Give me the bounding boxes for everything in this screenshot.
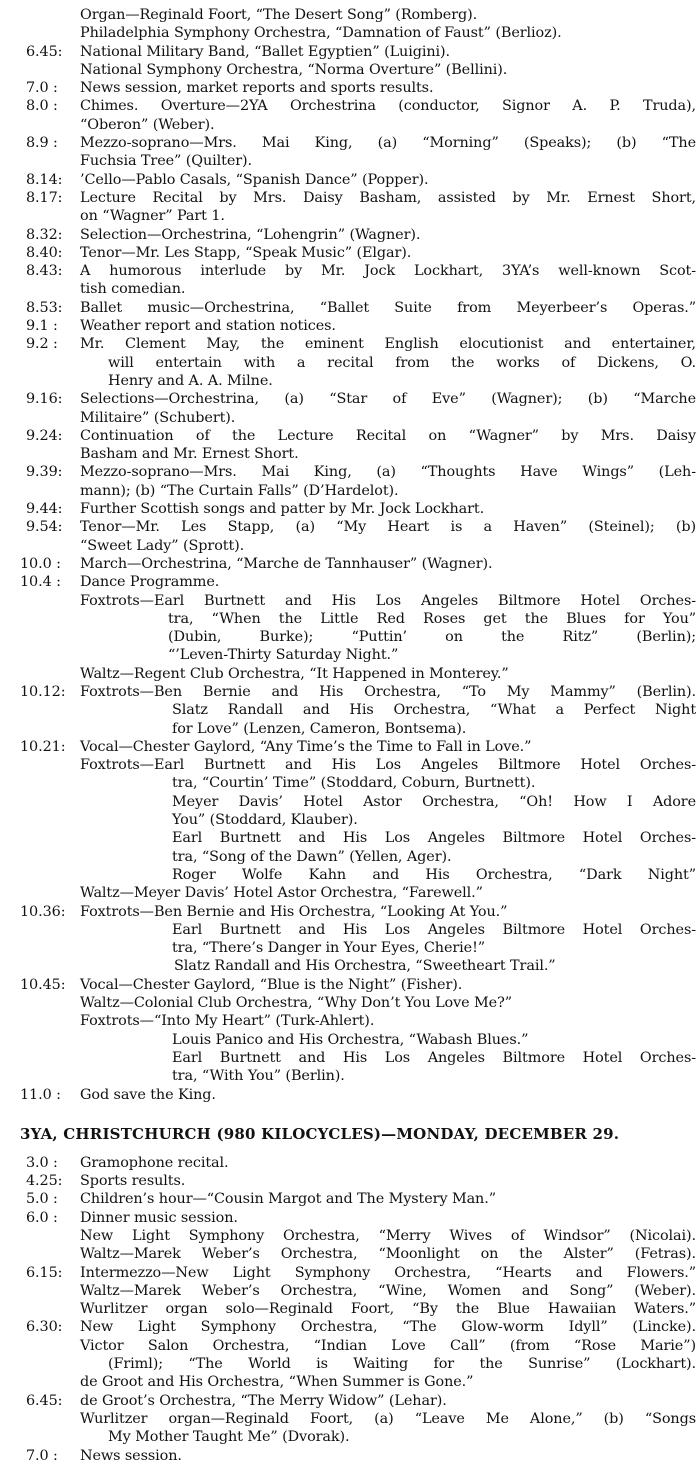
program-line bbox=[0, 6, 700, 24]
time-stamp: 10.36: bbox=[20, 903, 66, 920]
program-text: National Military Band, “Ballet Egyptien” (Luigini). bbox=[80, 43, 450, 60]
time-stamp: 8.53: bbox=[26, 299, 63, 316]
program-text: Organ—Reginald Foort, “The Desert Song” (Romberg). bbox=[80, 7, 478, 23]
program-text: tra, “Song of the Dawn” (Yellen, Ager). bbox=[172, 848, 452, 865]
program-text: Foxtrots—Ben Bernie and His Orchestra, “To My Mammy” (Berlin). bbox=[80, 683, 696, 700]
program-text: Earl Burtnett and His Los Angeles Biltmore Hotel Orches- bbox=[172, 830, 696, 847]
program-text: “Oberon” (Weber). bbox=[80, 116, 215, 133]
program-text: de Groot and His Orchestra, “When Summer is Gone.” bbox=[80, 1374, 474, 1391]
time-stamp: 10.0 : bbox=[20, 555, 61, 572]
time-stamp: 8.14: bbox=[26, 171, 63, 188]
section-gap bbox=[0, 1146, 700, 1154]
program-line bbox=[0, 829, 700, 847]
program-text: on “Wagner” Part 1. bbox=[80, 208, 225, 225]
program-line bbox=[0, 354, 700, 372]
program-text: Vocal—Chester Gaylord, “Any Time’s the Time to Fall in Love.” bbox=[80, 738, 532, 755]
program-line bbox=[0, 720, 700, 738]
program-line bbox=[0, 1031, 700, 1049]
program-line bbox=[0, 134, 700, 152]
program-line bbox=[0, 903, 700, 921]
program-text: Mr. Clement May, the eminent English elocutionist and entertainer, bbox=[80, 336, 696, 353]
program-text: for Love” (Lenzen, Cameron, Bontsema). bbox=[172, 720, 467, 737]
program-text: Waltz—Meyer Davis’ Hotel Astor Orchestra, “Farewell.” bbox=[80, 885, 483, 902]
program-text: News session, market reports and sports results. bbox=[80, 80, 434, 97]
program-line bbox=[0, 463, 700, 481]
program-text: “’Leven-Thirty Saturday Night.” bbox=[168, 647, 399, 664]
program-line bbox=[0, 482, 700, 500]
program-text: Mezzo-soprano—Mrs. Mai King, (a) “Morning” (Speaks); (b) “The bbox=[80, 135, 696, 152]
program-line bbox=[0, 1049, 700, 1067]
program-text: National Symphony Orchestra, “Norma Overture” (Bellini). bbox=[80, 61, 508, 78]
program-line bbox=[0, 1086, 700, 1104]
program-text: de Groot’s Orchestra, “The Merry Widow” (Lehar). bbox=[80, 1392, 447, 1409]
program-text: Earl Burtnett and His Los Angeles Biltmore Hotel Orches- bbox=[172, 921, 696, 938]
program-line bbox=[0, 537, 700, 555]
time-stamp: 4.25: bbox=[26, 1173, 63, 1190]
program-text: Weather report and station notices. bbox=[80, 318, 336, 335]
program-line bbox=[0, 1245, 700, 1263]
program-text: “Sweet Lady” (Sprott). bbox=[80, 537, 245, 554]
program-line bbox=[0, 299, 700, 317]
program-listing bbox=[0, 6, 700, 1465]
program-text: Waltz—Marek Weber’s Orchestra, “Moonlight on the Alster” (Fetras). bbox=[80, 1246, 696, 1263]
program-line bbox=[0, 848, 700, 866]
program-text: Roger Wolfe Kahn and His Orchestra, “Dark Night” bbox=[172, 866, 696, 883]
time-stamp: 7.0 : bbox=[26, 80, 58, 97]
program-line bbox=[0, 976, 700, 994]
program-text: Wurlitzer organ—Reginald Foort, (a) “Leave Me Alone,” (b) “Songs bbox=[80, 1410, 696, 1427]
program-text: Fuchsia Tree” (Quilter). bbox=[80, 153, 253, 170]
program-line bbox=[0, 1355, 700, 1373]
time-stamp: 9.2 : bbox=[26, 336, 58, 353]
program-line bbox=[0, 866, 700, 884]
program-line bbox=[0, 409, 700, 427]
program-line bbox=[0, 793, 700, 811]
program-text: You” (Stoddard, Klauber). bbox=[172, 812, 358, 829]
program-text: Selection—Orchestrina, “Lohengrin” (Wagner). bbox=[80, 226, 421, 243]
program-line bbox=[0, 1012, 700, 1030]
program-text: Meyer Davis’ Hotel Astor Orchestra, “Oh! How I Adore bbox=[172, 793, 696, 810]
program-text: Children’s hour—“Cousin Margot and The Mystery Man.” bbox=[80, 1191, 496, 1208]
program-text: (Friml); “The World is Waiting for the Sunrise” (Lockhart). bbox=[108, 1356, 696, 1373]
program-text: Militaire” (Schubert). bbox=[80, 409, 236, 426]
time-stamp: 8.17: bbox=[26, 189, 63, 206]
program-text: tra, “Courtin’ Time” (Stoddard, Coburn, Burtnett). bbox=[172, 775, 536, 792]
program-text: Wurlitzer organ solo—Reginald Foort, “By the Blue Hawaiian Waters.” bbox=[80, 1301, 696, 1318]
time-stamp: 6.45: bbox=[26, 1392, 63, 1409]
program-text: Lecture Recital by Mrs. Daisy Basham, assisted by Mr. Ernest Short, bbox=[80, 189, 696, 206]
time-stamp: 8.32: bbox=[26, 226, 63, 243]
time-stamp: 3.0 : bbox=[26, 1154, 58, 1171]
program-line bbox=[0, 226, 700, 244]
program-line bbox=[0, 994, 700, 1012]
section-gap bbox=[0, 1104, 700, 1122]
program-text: tish comedian. bbox=[80, 281, 186, 298]
program-text: March—Orchestrina, “Marche de Tannhauser” (Wagner). bbox=[80, 555, 493, 572]
program-line bbox=[0, 1410, 700, 1428]
program-line bbox=[0, 61, 700, 79]
program-line bbox=[0, 738, 700, 756]
program-line bbox=[0, 1190, 700, 1208]
program-text: Foxtrots—Earl Burtnett and His Los Angeles Biltmore Hotel Orches- bbox=[80, 757, 696, 774]
program-text: (Dubin, Burke); “Puttin’ on the Ritz” (Berlin); bbox=[168, 629, 696, 646]
program-text: Louis Panico and His Orchestra, “Wabash Blues.” bbox=[172, 1031, 529, 1048]
program-line bbox=[0, 683, 700, 701]
program-text: Philadelphia Symphony Orchestra, “Damnation of Faust” (Berlioz). bbox=[80, 25, 562, 42]
time-stamp: 10.4 : bbox=[20, 574, 61, 591]
time-stamp: 10.45: bbox=[20, 976, 66, 993]
program-line bbox=[0, 445, 700, 463]
program-line bbox=[0, 1337, 700, 1355]
time-stamp: 10.21: bbox=[20, 738, 66, 755]
program-line bbox=[0, 262, 700, 280]
program-text: New Light Symphony Orchestra, “The Glow-worm Idyll” (Lincke). bbox=[80, 1319, 696, 1336]
program-text: Dance Programme. bbox=[80, 574, 220, 591]
program-line bbox=[0, 280, 700, 298]
time-stamp: 8.40: bbox=[26, 244, 63, 261]
program-text: God save the King. bbox=[80, 1086, 216, 1103]
program-line bbox=[0, 171, 700, 189]
program-line bbox=[0, 939, 700, 957]
program-text: Victor Salon Orchestra, “Indian Love Call” (from “Rose Marie”) bbox=[80, 1337, 696, 1354]
program-text: Tenor—Mr. Les Stapp, “Speak Music” (Elgar). bbox=[80, 244, 412, 261]
program-line bbox=[0, 518, 700, 536]
program-text: Earl Burtnett and His Los Angeles Biltmore Hotel Orches- bbox=[172, 1049, 696, 1066]
program-line bbox=[0, 79, 700, 97]
program-text: Basham and Mr. Ernest Short. bbox=[80, 446, 299, 463]
time-stamp: 6.15: bbox=[26, 1264, 63, 1281]
program-text: Foxtrots—Earl Burtnett and His Los Angeles Biltmore Hotel Orches- bbox=[80, 592, 696, 609]
program-line bbox=[0, 1209, 700, 1227]
time-stamp: 11.0 : bbox=[20, 1086, 61, 1103]
program-text: Continuation of the Lecture Recital on “Wagner” by Mrs. Daisy bbox=[80, 427, 696, 444]
time-stamp: 9.39: bbox=[26, 464, 63, 481]
program-text: Waltz—Colonial Club Orchestra, “Why Don’t You Love Me?” bbox=[80, 995, 512, 1012]
program-line bbox=[0, 1154, 700, 1172]
program-text: New Light Symphony Orchestra, “Merry Wives of Windsor” (Nicolai). bbox=[80, 1228, 696, 1244]
program-line bbox=[0, 592, 700, 610]
station-heading: 3YA, CHRISTCHURCH (980 KILOCYCLES)—MONDAY, DECEMBER 29. bbox=[20, 1124, 620, 1143]
time-stamp: 8.0 : bbox=[26, 98, 58, 115]
program-line bbox=[0, 317, 700, 335]
program-text: Selections—Orchestrina, (a) “Star of Eve” (Wagner); (b) “Marche bbox=[80, 391, 696, 408]
time-stamp: 6.30: bbox=[26, 1319, 63, 1336]
program-line bbox=[0, 555, 700, 573]
program-line bbox=[0, 957, 700, 975]
program-line bbox=[0, 427, 700, 445]
program-text: Mezzo-soprano—Mrs. Mai King, (a) “Thoughts Have Wings” (Leh- bbox=[80, 464, 696, 481]
program-text: mann); (b) “The Curtain Falls” (D’Hardelot). bbox=[80, 482, 399, 499]
program-line bbox=[0, 628, 700, 646]
program-text: Foxtrots—“Into My Heart” (Turk-Ahlert). bbox=[80, 1013, 375, 1030]
program-line bbox=[0, 116, 700, 134]
program-line bbox=[0, 43, 700, 61]
program-line bbox=[0, 1172, 700, 1190]
program-text: will entertain with a recital from the works of Dickens, O. bbox=[108, 354, 696, 371]
program-line bbox=[0, 1264, 700, 1282]
time-stamp: 9.54: bbox=[26, 519, 63, 536]
program-line bbox=[0, 701, 700, 719]
program-text: tra, “When the Little Red Roses get the Blues for You” bbox=[168, 610, 696, 627]
program-line bbox=[0, 665, 700, 683]
program-text: tra, “There’s Danger in Your Eyes, Cherie!” bbox=[172, 940, 486, 957]
time-stamp: 8.43: bbox=[26, 263, 63, 280]
program-line bbox=[0, 390, 700, 408]
time-stamp: 9.44: bbox=[26, 501, 63, 518]
time-stamp: 6.0 : bbox=[26, 1209, 58, 1226]
program-text: Waltz—Marek Weber’s Orchestra, “Wine, Women and Song” (Weber). bbox=[80, 1282, 696, 1299]
time-stamp: 9.1 : bbox=[26, 318, 58, 335]
program-line bbox=[0, 610, 700, 628]
program-line bbox=[0, 1428, 700, 1446]
program-line bbox=[0, 573, 700, 591]
program-text: ’Cello—Pablo Casals, “Spanish Dance” (Popper). bbox=[80, 171, 429, 188]
program-line bbox=[0, 207, 700, 225]
program-line bbox=[0, 1067, 700, 1085]
time-stamp: 6.45: bbox=[26, 43, 63, 60]
time-stamp: 10.12: bbox=[20, 683, 66, 700]
time-stamp: 8.9 : bbox=[26, 135, 58, 152]
program-text: Intermezzo—New Light Symphony Orchestra, “Hearts and Flowers.” bbox=[80, 1264, 696, 1281]
program-line bbox=[0, 97, 700, 115]
program-text: Gramophone recital. bbox=[80, 1154, 229, 1171]
program-text: Slatz Randall and His Orchestra, “What a Perfect Night bbox=[172, 702, 696, 719]
program-text: Chimes. Overture—2YA Orchestrina (conductor, Signor A. P. Truda), bbox=[80, 98, 696, 115]
program-line bbox=[0, 884, 700, 902]
program-line bbox=[0, 756, 700, 774]
program-line bbox=[0, 1392, 700, 1410]
time-stamp: 9.16: bbox=[26, 391, 63, 408]
program-line bbox=[0, 1282, 700, 1300]
time-stamp: 9.24: bbox=[26, 427, 63, 444]
program-line bbox=[0, 646, 700, 664]
program-text: Slatz Randall and His Orchestra, “Sweetheart Trail.” bbox=[174, 958, 556, 975]
program-text: Vocal—Chester Gaylord, “Blue is the Night” (Fisher). bbox=[80, 976, 463, 993]
program-line bbox=[0, 774, 700, 792]
program-line bbox=[0, 1318, 700, 1336]
program-line bbox=[0, 811, 700, 829]
program-line bbox=[0, 1447, 700, 1465]
program-text: Tenor—Mr. Les Stapp, (a) “My Heart is a Haven” (Steinel); (b) bbox=[80, 519, 696, 536]
program-text: Sports results. bbox=[80, 1173, 186, 1190]
time-stamp: 5.0 : bbox=[26, 1191, 58, 1208]
program-line bbox=[0, 1227, 700, 1245]
program-line bbox=[0, 372, 700, 390]
program-text: News session. bbox=[80, 1447, 182, 1464]
program-text: Ballet music—Orchestrina, “Ballet Suite from Meyerbeer’s Operas.” bbox=[80, 299, 696, 316]
program-line bbox=[0, 244, 700, 262]
program-line bbox=[0, 1373, 700, 1391]
program-text: Foxtrots—Ben Bernie and His Orchestra, “Looking At You.” bbox=[80, 903, 508, 920]
program-line bbox=[0, 189, 700, 207]
time-stamp: 7.0 : bbox=[26, 1447, 58, 1464]
program-text: Dinner music session. bbox=[80, 1209, 238, 1226]
program-line bbox=[0, 335, 700, 353]
program-text: Further Scottish songs and patter by Mr. Jock Lockhart. bbox=[80, 501, 485, 518]
program-text: Waltz—Regent Club Orchestra, “It Happened in Monterey.” bbox=[80, 665, 509, 682]
program-text: tra, “With You” (Berlin). bbox=[172, 1068, 345, 1085]
program-line bbox=[0, 921, 700, 939]
program-text: Henry and A. A. Milne. bbox=[108, 372, 273, 389]
program-text: My Mother Taught Me” (Dvorak). bbox=[108, 1429, 350, 1446]
program-text: A humorous interlude by Mr. Jock Lockhart, 3YA’s well-known Scot- bbox=[80, 263, 696, 280]
program-line bbox=[0, 1300, 700, 1318]
program-line bbox=[0, 500, 700, 518]
program-line bbox=[0, 24, 700, 42]
program-line bbox=[0, 152, 700, 170]
